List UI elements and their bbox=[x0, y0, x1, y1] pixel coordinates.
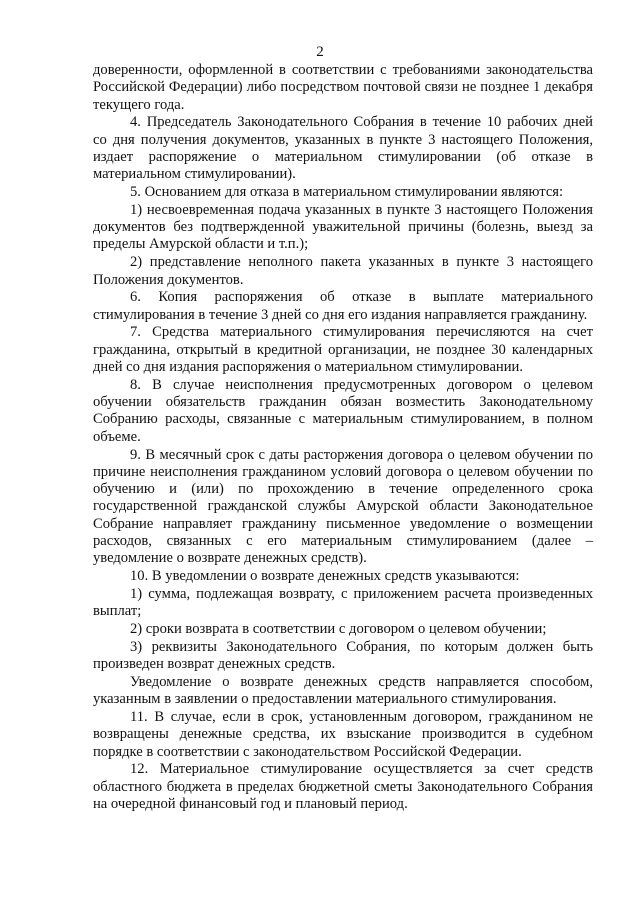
paragraph-item-4: 4. Председатель Законодательного Собрания в течение 10 рабочих дней со дня получения документов, указанных в пункте 3 настоящего Положения, издает распоряжение о материальном стимулировании (об отказе в материальном стимулировании). bbox=[93, 114, 593, 183]
paragraph-item-5-1: 1) несвоевременная подача указанных в пункте 3 настоящего Положения документов без подтвержденной уважительной причины (болезнь, выезд за пределы Амурской области и т.п.); bbox=[93, 201, 593, 253]
paragraph-item-12: 12. Материальное стимулирование осуществляется за счет средств областного бюджета в пределах бюджетной сметы Законодательного Собрания на очередной финансовый год и плановый период. bbox=[93, 761, 593, 812]
paragraph-item-6: 6. Копия распоряжения об отказе в выплате материального стимулирования в течение 3 дней со дня его издания направляется гражданину. bbox=[93, 289, 593, 323]
paragraph-item-5: 5. Основанием для отказа в материальном стимулировании являются: bbox=[130, 184, 564, 201]
paragraph-notice-method: Уведомление о возврате денежных средств направляется способом, указанным в заявлении о предоставлении материального стимулирования. bbox=[93, 673, 593, 708]
paragraph-item-7: 7. Средства материального стимулирования перечисляются на счет гражданина, открытый в кредитной организации, не позднее 30 календарных дней со дня издания распоряжения о материальном стимулировании. bbox=[93, 324, 593, 376]
paragraph-item-10: 10. В уведомлении о возврате денежных средств указываются: bbox=[130, 568, 520, 585]
document-body bbox=[93, 62, 593, 814]
paragraph-item-10-1: 1) сумма, подлежащая возврату, с приложением расчета произведенных выплат; bbox=[93, 585, 593, 620]
paragraph-item-10-2: 2) сроки возврата в соответствии с договором о целевом обучении; bbox=[130, 621, 547, 637]
page-number: 2 bbox=[316, 44, 324, 60]
paragraph-item-10-3: 3) реквизиты Законодательного Собрания, по которым должен быть произведен возврат денежных средств. bbox=[93, 638, 593, 673]
paragraph-item-8: 8. В случае неисполнения предусмотренных договором о целевом обучении обязательств гражданин обязан возместить Законодательному Собранию расходы, связанные с материальным стимулированием, в полном объеме. bbox=[93, 376, 593, 445]
paragraph-item-5-2: 2) представление неполного пакета указанных в пункте 3 настоящего Положения документов. bbox=[93, 254, 593, 288]
paragraph-item-9: 9. В месячный срок с даты расторжения договора о целевом обучении по причине неисполнения гражданином условий договора о целевом обучении по обучению и (или) по прохождению в течение определенного срока государственной гражданской службы Амурской области Законодательное Собрание направляет гражданину письменное уведомление о возмещении расходов, связанных с его материальным стимулированием (далее – уведомление о возврате денежных средств). bbox=[93, 446, 593, 567]
paragraph-continuation: доверенности, оформленной в соответствии с требованиями законодательства Российской Федерации) либо посредством почтовой связи не позднее 1 декабря текущего года. bbox=[93, 62, 593, 113]
paragraph-item-11: 11. В случае, если в срок, установленным договором, гражданином не возвращены денежные средства, их взыскание производится в судебном порядке в соответствии с законодательством Российской Федерации. bbox=[93, 708, 593, 760]
